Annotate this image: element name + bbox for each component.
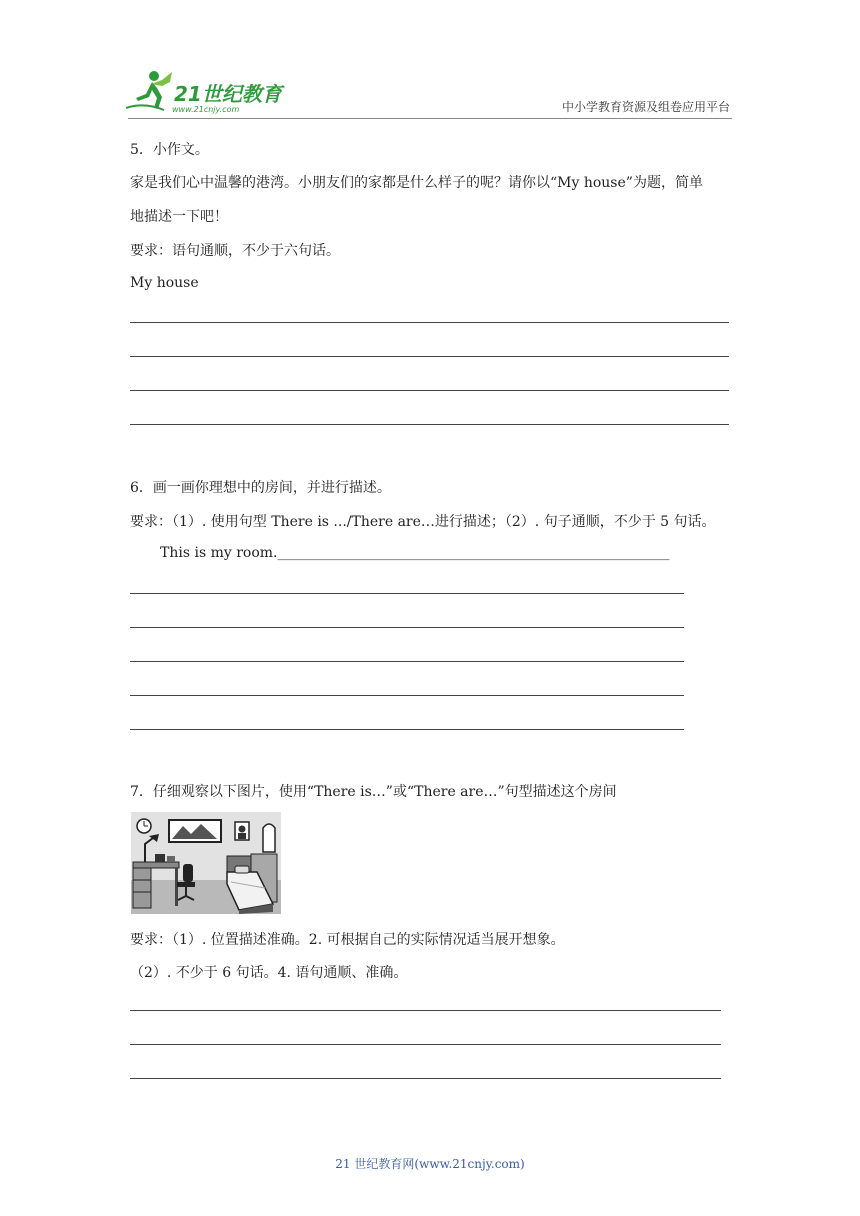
q6-answer-line[interactable] xyxy=(130,593,684,594)
logo-text: 21世纪教育 xyxy=(174,82,282,106)
page-footer[interactable]: 21 世纪教育网(www.21cnjy.com) xyxy=(335,1157,525,1171)
header-divider xyxy=(128,118,732,119)
q7-answer-line[interactable] xyxy=(130,1078,721,1079)
page-header xyxy=(0,0,860,120)
runner-logo-icon xyxy=(124,68,174,114)
q6-requirement: 要求：（1）. 使用句型 There is .../There are…进行描述；（2）. 句子通顺，不少于 5 句话。 xyxy=(130,514,716,530)
q7-title: 7．仔细观察以下图片，使用“There is…”或“There are…”句型描述这个房间 xyxy=(130,784,617,800)
q5-answer-line[interactable] xyxy=(130,424,729,425)
header-platform-text: 中小学教育资源及组卷应用平台 xyxy=(561,100,730,114)
q5-answer-line[interactable] xyxy=(130,356,729,357)
q6-start-sentence: This is my room.________________________________________________________ xyxy=(160,545,670,561)
q5-essay-heading: My house xyxy=(130,275,199,291)
logo-url: www.21cnjy.com xyxy=(172,105,240,114)
q7-answer-line[interactable] xyxy=(130,1044,721,1045)
q5-intro-line2: 地描述一下吧！ xyxy=(130,209,228,225)
q5-answer-line[interactable] xyxy=(130,390,729,391)
room-illustration xyxy=(131,812,281,914)
q6-answer-line[interactable] xyxy=(130,729,684,730)
q6-answer-line[interactable] xyxy=(130,661,684,662)
q5-title: 5．小作文。 xyxy=(130,142,209,158)
q7-requirement-2: （2）. 不少于 6 句话。4. 语句通顺、准确。 xyxy=(130,965,408,981)
q5-intro-line1: 家是我们心中温馨的港湾。小朋友们的家都是什么样子的呢？请你以“My house”为题，简单 xyxy=(130,175,703,191)
q6-answer-line[interactable] xyxy=(130,695,684,696)
q5-answer-line[interactable] xyxy=(130,322,729,323)
q6-title: 6．画一画你理想中的房间，并进行描述。 xyxy=(130,480,391,496)
q7-requirement-1: 要求：（1）. 位置描述准确。2. 可根据自己的实际情况适当展开想象。 xyxy=(130,932,565,948)
q7-answer-line[interactable] xyxy=(130,1010,721,1011)
q5-requirement: 要求：语句通顺，不少于六句话。 xyxy=(130,243,340,259)
logo xyxy=(124,68,294,118)
q6-answer-line[interactable] xyxy=(130,627,684,628)
